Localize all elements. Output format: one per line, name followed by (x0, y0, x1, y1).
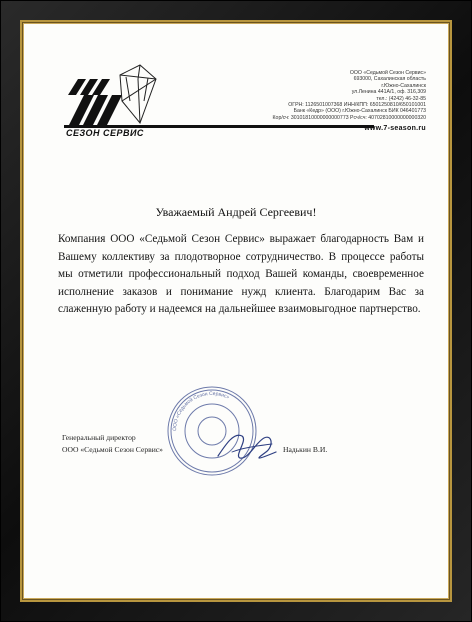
address-line: ул.Ленина 441А/1, оф. 316,309 (351, 89, 426, 96)
stamp-ring-text: ООО «Седьмой Сезон Сервис» (171, 390, 231, 432)
postal-line: 693000, Сахалинская область (353, 76, 426, 83)
letter-body: Компания ООО «Седьмой Сезон Сервис» выражает благодарность Вам и Вашему коллективу за плодотворное сотрудничество. В процессе работы мы отметили профессиональный подход Вашей команды, своевременное исполнение заказов и понимание нужд клиента. Благодарим Вас за слаженную работу и надеемся на дальнейшее взаимовыгодное партнерство. (58, 233, 424, 315)
letter-page (24, 24, 448, 598)
signatory-position: Генеральный директор (62, 433, 136, 442)
bank-line: Банк «Кедр» (ООО) г.Южно-Сахалинск БИК 046401773 (293, 108, 426, 115)
city-line: г.Южно-Сахалинск (381, 82, 426, 89)
account-line: Кор/сч: 30101810000000000773 Рсч/сч: 40702810000000000320 (272, 114, 426, 121)
signatory-block (62, 432, 163, 456)
signatory-name: Надькин В.И. (283, 445, 328, 454)
company-name-line: ООО «Седьмой Сезон Сервис» (349, 70, 426, 76)
ogrn-line: ОГРН: 1126501007368 ИНН/КПП: 6501250810/650101001 (288, 102, 426, 109)
header-divider (64, 125, 374, 128)
handwritten-signature (212, 422, 282, 472)
logo-wordmark: СЕЗОН СЕРВИС (66, 128, 144, 138)
company-details (226, 70, 426, 121)
letter-greeting: Уважаемый Андрей Сергеевич! (155, 205, 317, 219)
website-link[interactable]: www.7-season.ru (364, 125, 426, 132)
phone-line: тел.: (4242) 46-32-85 (376, 95, 426, 102)
signatory-company: ООО «Седьмой Сезон Сервис» (62, 445, 163, 454)
